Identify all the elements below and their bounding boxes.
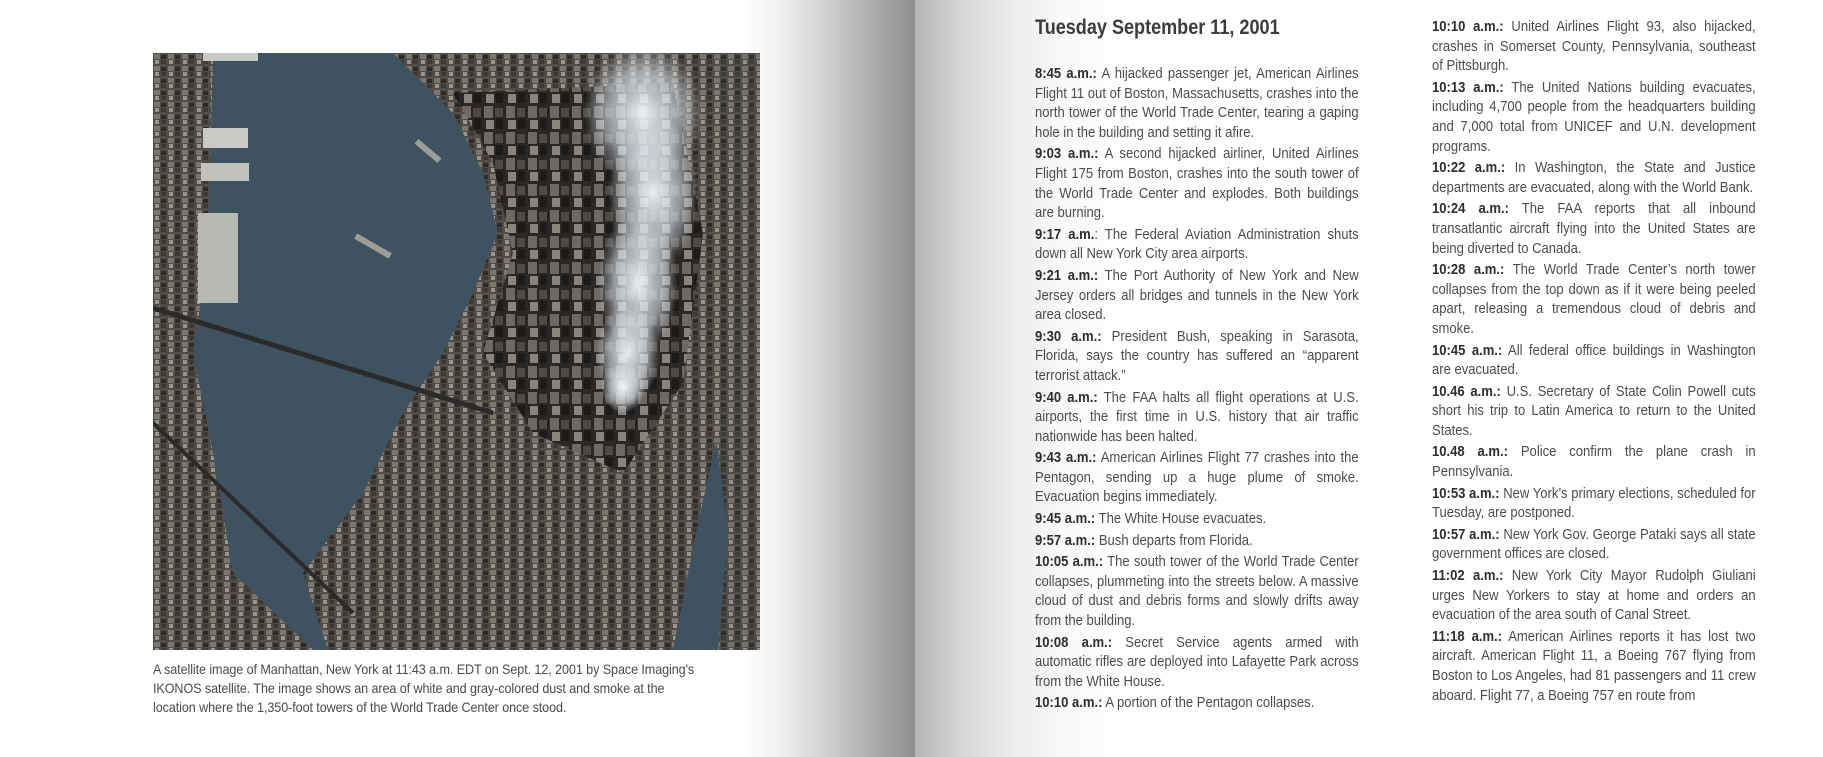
page-title: Tuesday September 11, 2001 <box>1035 16 1280 39</box>
timeline-entry <box>1035 144 1359 222</box>
entry-text: : The Federal Aviation Administration shuts down all New York City area airports. <box>1035 225 1359 263</box>
entry-text: The White House evacuates. <box>1095 510 1267 528</box>
entry-text: The United Nations building evacuates, including 4,700 people from the headquarters building and 7,000 total from UNICEF and U.N. development programs. <box>1432 78 1756 155</box>
entry-text: The south tower of the World Trade Center collapses, plummeting into the streets below. A massive cloud of dust and debris forms and slowly drifts away from the building. <box>1035 553 1359 630</box>
entry-text: A portion of the Pentagon collapses. <box>1102 694 1315 712</box>
entry-time: 8:45 a.m.: <box>1035 65 1097 82</box>
timeline-entry <box>1432 341 1756 380</box>
entry-time: 10.48 a.m.: <box>1432 443 1508 461</box>
right-page <box>915 0 1823 757</box>
entry-text: The FAA halts all flight operations at U.S. airports, the first time in U.S. history that air traffic nationwide has been halted. <box>1035 388 1359 445</box>
timeline-entry <box>1035 693 1359 713</box>
entry-text: President Bush, speaking in Sarasota, Florida, says the country has suffered an “apparent terrorist attack.” <box>1035 327 1359 384</box>
entry-time: 10:10 a.m.: <box>1432 18 1504 35</box>
entry-text: Secret Service agents armed with automatic rifles are deployed into Lafayette Park across from the White House. <box>1035 633 1359 690</box>
entry-text: All federal office buildings in Washington are evacuated. <box>1432 341 1756 379</box>
timeline-entry <box>1035 388 1359 447</box>
timeline-entry <box>1035 225 1359 264</box>
timeline-column-2 <box>1432 17 1756 707</box>
entry-time: 10:08 a.m.: <box>1035 633 1113 651</box>
entry-text: Bush departs from Florida. <box>1095 531 1253 549</box>
timeline-entry <box>1035 266 1359 325</box>
entry-text: The World Trade Center’s north tower collapses from the top down as if it were being peeled apart, releasing a tremendous cloud of debris and smoke. <box>1432 261 1756 337</box>
entry-time: 10:45 a.m.: <box>1432 341 1503 359</box>
timeline-entry <box>1432 382 1756 441</box>
satellite-photo <box>153 53 760 650</box>
entry-time: 10:22 a.m.: <box>1432 159 1506 177</box>
entry-text: A second hijacked airliner, United Airlines Flight 175 from Boston, crashes into the south tower of the World Trade Center and explodes. Both buildings are burning. <box>1035 145 1359 222</box>
entry-text: In Washington, the State and Justice departments are evacuated, along with the World Bank. <box>1432 159 1756 196</box>
timeline-entry <box>1035 509 1359 529</box>
entry-time: 9:17 a.m. <box>1035 225 1095 243</box>
entry-text: U.S. Secretary of State Colin Powell cuts short his trip to Latin America to return to the United States. <box>1432 382 1756 439</box>
timeline-entry <box>1432 525 1756 564</box>
timeline-entry <box>1432 484 1756 523</box>
timeline-entry <box>1432 627 1756 705</box>
entry-time: 11:18 a.m.: <box>1432 627 1503 645</box>
timeline-entry <box>1432 566 1756 625</box>
entry-text: United Airlines Flight 93, also hijacked, crashes in Somerset County, Pennsylvania, southeast of Pittsburgh. <box>1432 18 1756 75</box>
entry-time: 9:30 a.m.: <box>1035 327 1102 345</box>
entry-time: 10:53 a.m.: <box>1432 484 1500 502</box>
entry-time: 9:43 a.m.: <box>1035 449 1097 467</box>
entry-time: 10:05 a.m.: <box>1035 553 1104 571</box>
entry-time: 10.46 a.m.: <box>1432 382 1501 400</box>
timeline-entry <box>1035 531 1359 551</box>
timeline-entry <box>1035 327 1359 386</box>
timeline-entry <box>1432 260 1756 338</box>
timeline-entry <box>1035 448 1359 507</box>
timeline-entry <box>1432 78 1756 156</box>
photo-caption: A satellite image of Manhattan, New York at 11:43 a.m. EDT on Sept. 12, 2001 by Space Imaging's IKONOS satellite. The image shows an area of white and gray-colored dust and smoke at the location where the 1,350-foot towers of the World Trade Center once stood. <box>153 661 695 715</box>
entry-text: New York’s primary elections, scheduled for Tuesday, are postponed. <box>1432 484 1756 522</box>
entry-time: 9:21 a.m.: <box>1035 266 1099 284</box>
timeline-entry <box>1432 158 1756 197</box>
entry-time: 9:57 a.m.: <box>1035 531 1096 549</box>
entry-text: The Port Authority of New York and New Jersey orders all bridges and tunnels in the New York area closed. <box>1035 266 1359 324</box>
entry-time: 9:03 a.m.: <box>1035 145 1099 163</box>
entry-time: 11:02 a.m.: <box>1432 567 1504 585</box>
entry-text: Police confirm the plane crash in Pennsylvania. <box>1432 443 1756 481</box>
entry-time: 10:10 a.m.: <box>1035 694 1103 712</box>
entry-text: A hijacked passenger jet, American Airlines Flight 11 out of Boston, Massachusetts, crashes into the north tower of the World Trade Center, tearing a gaping hole in the building and setting it afire. <box>1035 65 1359 141</box>
entry-time: 10:28 a.m.: <box>1432 261 1505 279</box>
timeline-column-1 <box>1035 64 1359 715</box>
entry-time: 10:24 a.m.: <box>1432 200 1509 218</box>
timeline-entry <box>1432 17 1756 76</box>
timeline-entry <box>1035 64 1359 142</box>
entry-text: New York City Mayor Rudolph Giuliani urges New Yorkers to stay at home and orders an evacuation of the area south of Canal Street. <box>1432 567 1756 624</box>
timeline-entry <box>1035 552 1359 630</box>
entry-text: The FAA reports that all inbound transatlantic aircraft flying into the United States are being diverted to Canada. <box>1432 200 1756 257</box>
entry-time: 9:45 a.m.: <box>1035 510 1096 528</box>
entry-time: 10:57 a.m.: <box>1432 525 1500 543</box>
entry-time: 10:13 a.m.: <box>1432 78 1504 96</box>
entry-text: American Airlines Flight 77 crashes into the Pentagon, sending up a huge plume of smoke. Evacuation begins immediately. <box>1035 449 1359 506</box>
entry-text: New York Gov. George Pataki says all state government offices are closed. <box>1432 525 1756 563</box>
entry-time: 9:40 a.m.: <box>1035 388 1098 406</box>
entry-text: American Airlines reports it has lost two aircraft. American Flight 11, a Boeing 767 flying from Boston to Los Angeles, had 81 passengers and 11 crew aboard. Flight 77, a Boeing 757 en route from <box>1432 627 1756 704</box>
timeline-entry <box>1035 633 1359 692</box>
timeline-entry <box>1432 442 1756 481</box>
timeline-entry <box>1432 199 1756 258</box>
